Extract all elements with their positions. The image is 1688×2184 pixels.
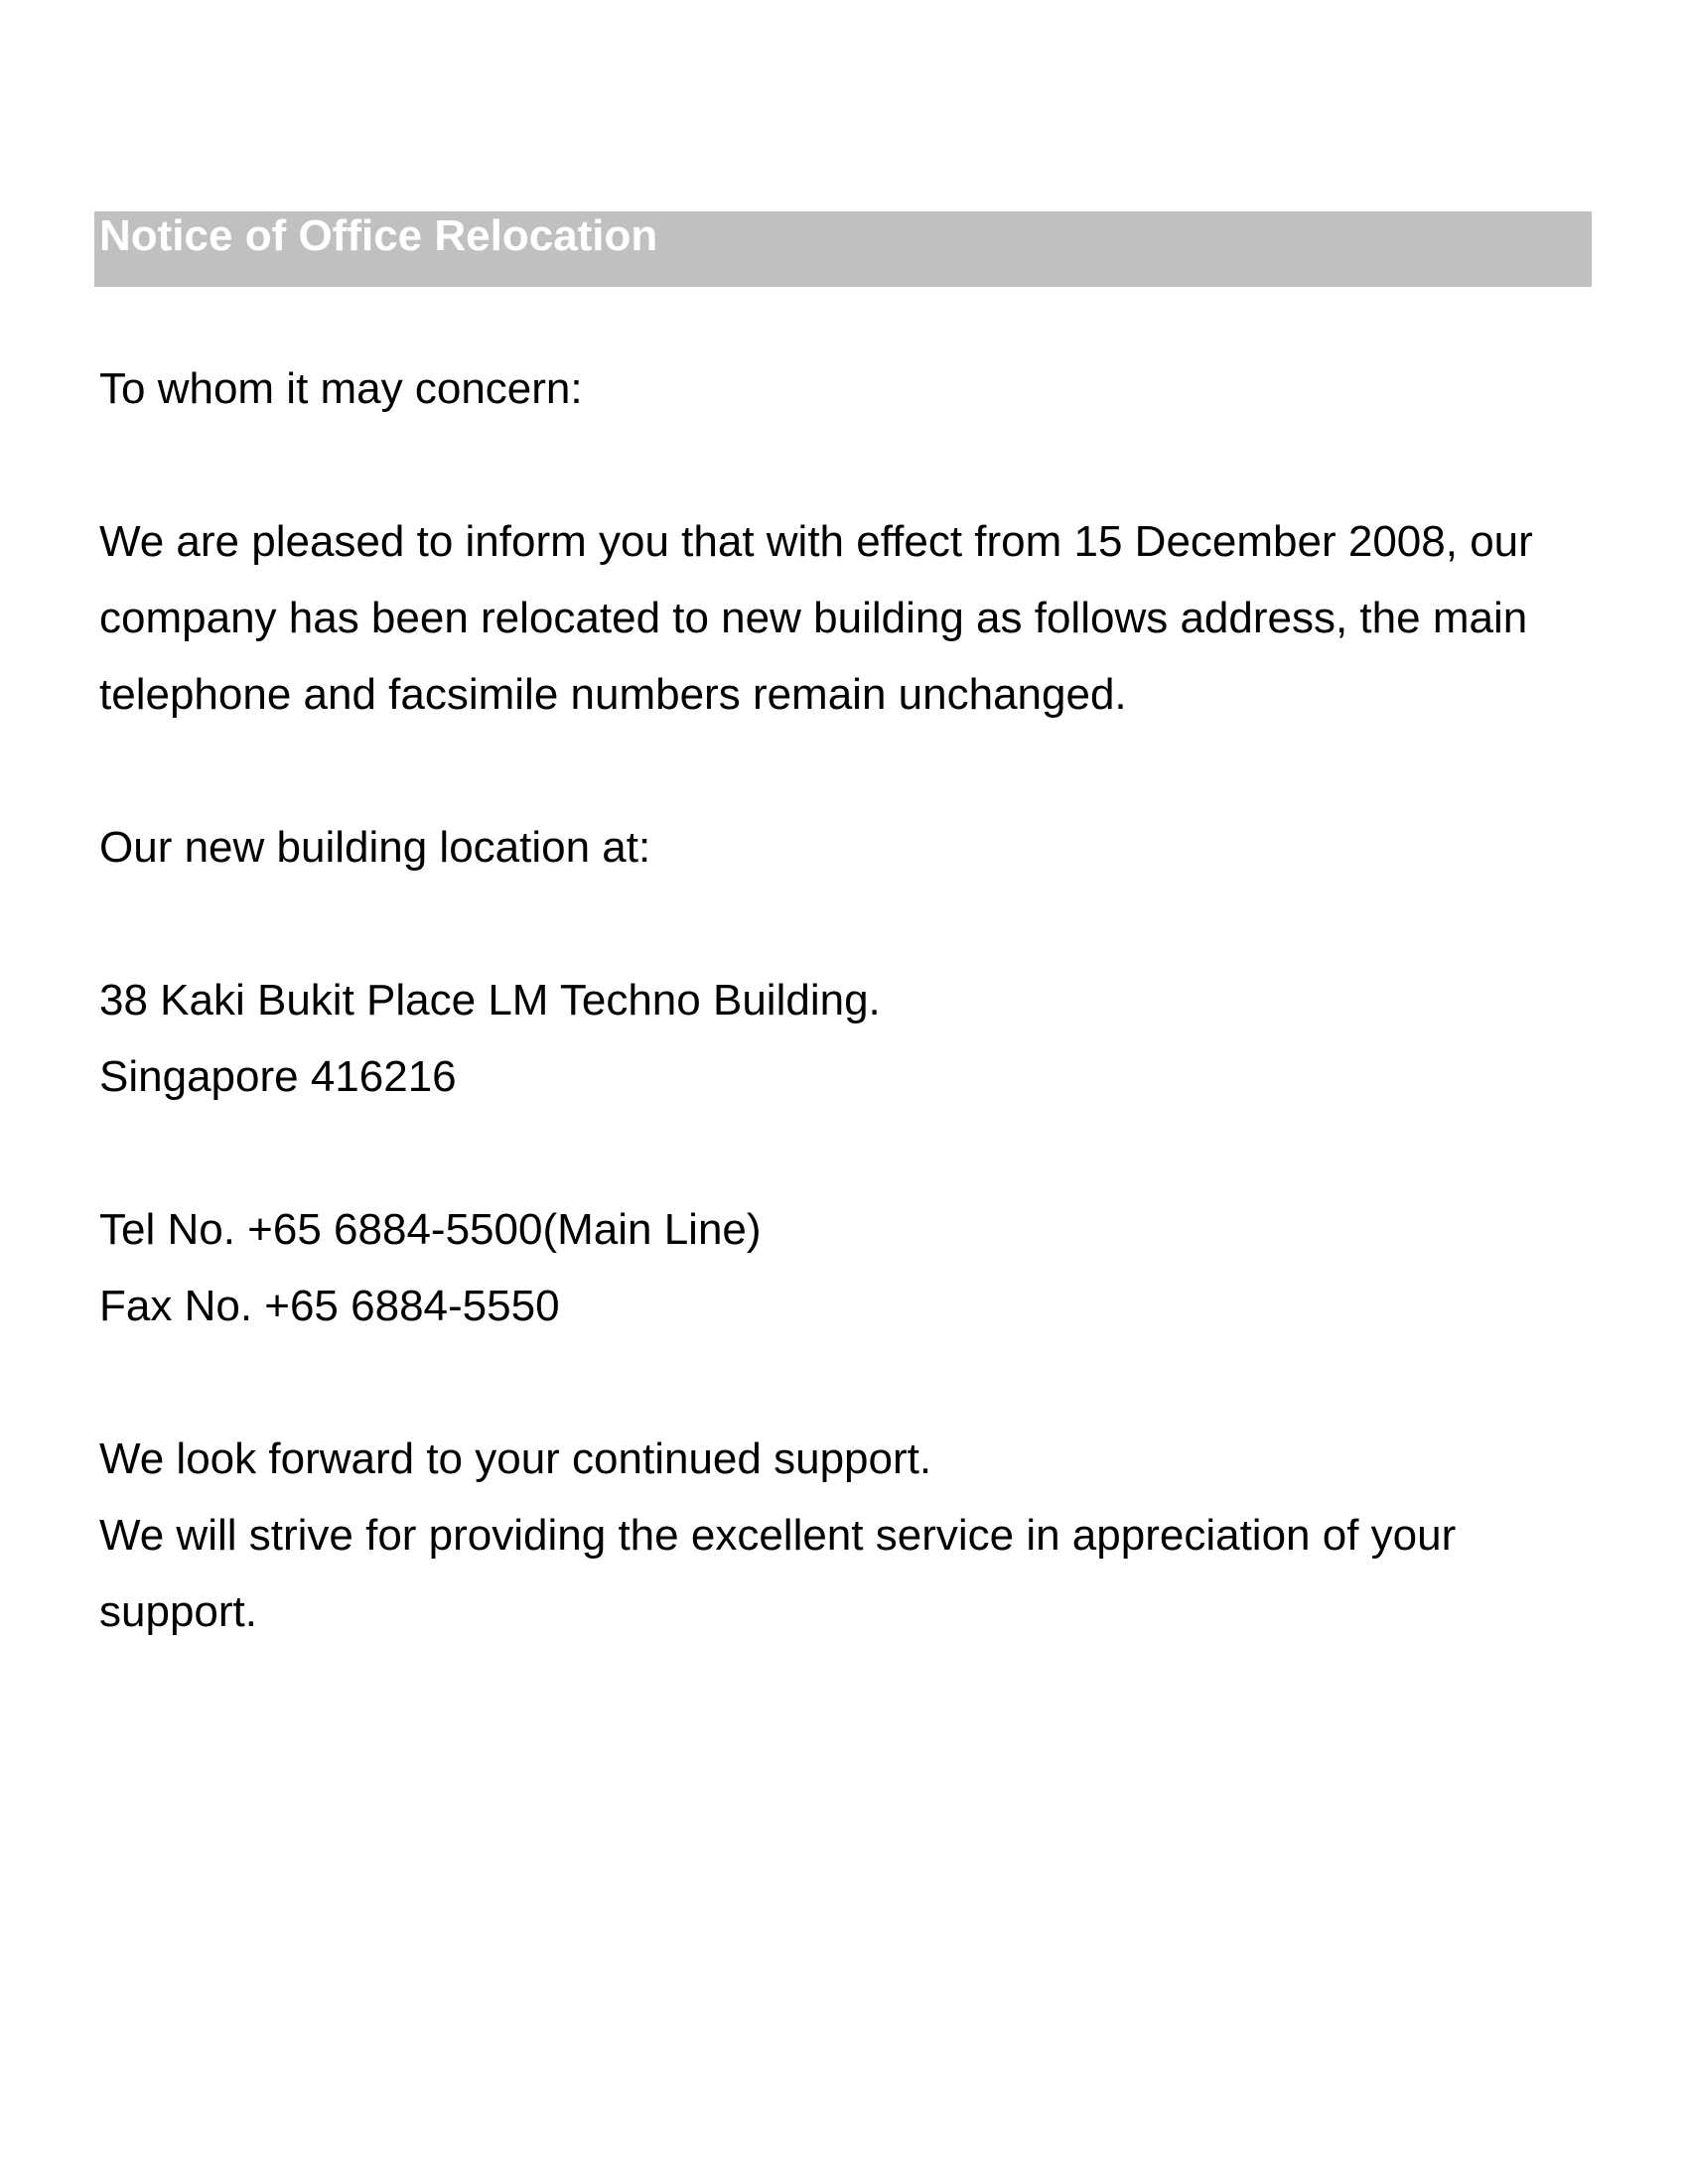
fax-number: Fax No. +65 6884-5550	[99, 1282, 560, 1330]
address-line-1: 38 Kaki Bukit Place LM Techno Building.	[99, 976, 881, 1024]
intro-line-2: company has been relocated to new building as follows address, the main	[99, 594, 1528, 642]
address-line-2: Singapore 416216	[99, 1052, 457, 1101]
salutation: To whom it may concern:	[99, 364, 583, 413]
closing-line-3: support.	[99, 1587, 257, 1636]
closing-line-1: We look forward to your continued support.	[99, 1434, 932, 1483]
title-bar	[94, 211, 1592, 287]
closing-line-2: We will strive for providing the excellent service in appreciation of your	[99, 1511, 1457, 1560]
intro-line-3: telephone and facsimile numbers remain unchanged.	[99, 670, 1127, 719]
location-label: Our new building location at:	[99, 823, 651, 872]
intro-line-1: We are pleased to inform you that with effect from 15 December 2008, our	[99, 517, 1533, 566]
page-title: Notice of Office Relocation	[99, 211, 658, 260]
tel-number: Tel No. +65 6884-5500(Main Line)	[99, 1205, 762, 1254]
